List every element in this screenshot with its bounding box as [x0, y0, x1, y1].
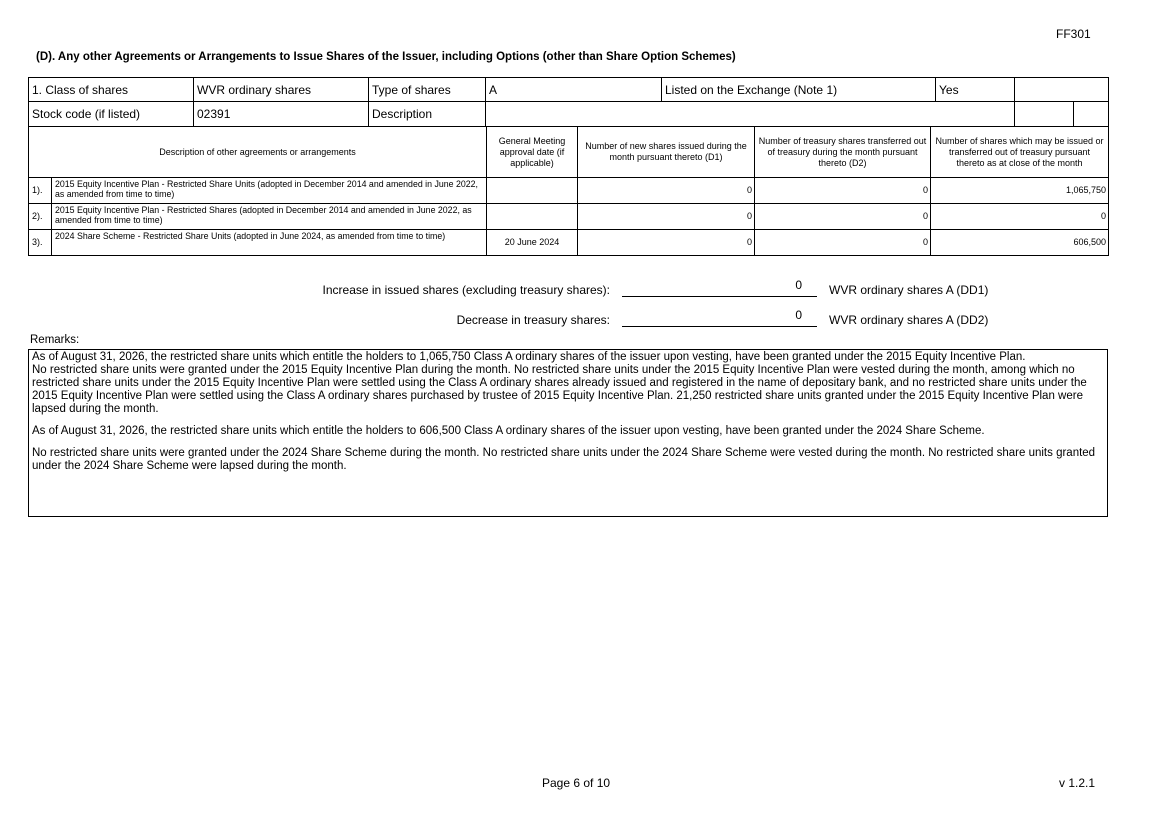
remarks-paragraph: No restricted share units were granted under the 2015 Equity Incentive Plan during the month. No restricted share units under the 2015 Equity Incentive Plan were vested during the month, among which no restricted share units under the 2015 Equity Incentive Plan were settled using the Class A ordinary shares already issued and registered in the name of depositary bank, and no restricted share units under the 2015 Equity Incentive Plan were settled using the Class A ordinary shares purchased by trustee of 2015 Equity Incentive Plan. 21,250 restricted share units granted under the 2015 Equity Incentive Plan were lapsed during the month.	[32, 364, 1087, 415]
class-of-shares-label: 1. Class of shares	[29, 78, 194, 102]
remarks-label: Remarks:	[30, 334, 80, 346]
decrease-label: Decrease in treasury shares:	[456, 313, 610, 327]
table-row	[29, 204, 1109, 230]
share-info-table	[28, 77, 1109, 127]
increase-unit: WVR ordinary shares A (DD1)	[829, 283, 989, 297]
form-code: FF301	[1056, 27, 1091, 41]
row-description: 2015 Equity Incentive Plan - Restricted Shares (adopted in December 2014 and amended in June 2022, as amended from time to time)	[52, 204, 487, 230]
header-remaining: Number of shares which may be issued or transferred out of treasury pursuant thereto as at close of the month	[931, 127, 1109, 178]
row-approval	[487, 178, 578, 204]
table-row	[29, 230, 1109, 256]
description-label: Description	[369, 102, 486, 127]
blank-cell	[1015, 102, 1109, 127]
header-new-shares: Number of new shares issued during the month pursuant thereto (D1)	[578, 127, 755, 178]
stock-code-label: Stock code (if listed)	[29, 102, 194, 127]
type-of-shares-label: Type of shares	[369, 78, 486, 102]
row-d1: 0	[578, 230, 755, 256]
row-d1: 0	[578, 178, 755, 204]
version: v 1.2.1	[1059, 776, 1096, 790]
header-approval: General Meeting approval date (if applicable)	[487, 127, 578, 178]
listed-label: Listed on the Exchange (Note 1)	[662, 78, 936, 102]
increase-value: 0	[795, 278, 802, 292]
row-remaining: 1,065,750	[931, 178, 1109, 204]
row-approval	[487, 204, 578, 230]
section-title: (D). Any other Agreements or Arrangements to Issue Shares of the Issuer, including Options (other than Share Option Schemes)	[36, 51, 736, 63]
header-treasury-transferred: Number of treasury shares transferred out of treasury during the month pursuant thereto (D2)	[755, 127, 931, 178]
increase-label: Increase in issued shares (excluding treasury shares):	[322, 283, 610, 297]
row-remaining: 606,500	[931, 230, 1109, 256]
decrease-value: 0	[795, 308, 802, 322]
decrease-unit: WVR ordinary shares A (DD2)	[829, 313, 989, 327]
row-approval: 20 June 2024	[487, 230, 578, 256]
row-description: 2024 Share Scheme - Restricted Share Units (adopted in June 2024, as amended from time to time)	[52, 230, 487, 256]
row-number: 2).	[29, 204, 52, 230]
remarks-paragraph: As of August 31, 2026, the restricted share units which entitle the holders to 606,500 Class A ordinary shares of the issuer upon vesting, have been granted under the 2024 Share Scheme.	[32, 425, 985, 437]
row-number: 3).	[29, 230, 52, 256]
blank-cell	[1015, 78, 1109, 102]
class-of-shares-value: WVR ordinary shares	[194, 78, 369, 102]
remarks-paragraph: No restricted share units were granted under the 2024 Share Scheme during the month. No restricted share units under the 2024 Share Scheme were vested during the month. No restricted share units granted under the 2024 Share Scheme were lapsed during the month.	[32, 447, 1096, 472]
row-d1: 0	[578, 204, 755, 230]
row-remaining: 0	[931, 204, 1109, 230]
row-d2: 0	[755, 230, 931, 256]
row-description: 2015 Equity Incentive Plan - Restricted Share Units (adopted in December 2014 and amended in June 2022, as amended from time to time)	[52, 178, 487, 204]
row-d2: 0	[755, 204, 931, 230]
listed-value: Yes	[936, 78, 1015, 102]
remarks-box	[28, 349, 1108, 517]
increase-summary	[10, 276, 988, 297]
remarks-paragraph: As of August 31, 2026, the restricted share units which entitle the holders to 1,065,750 Class A ordinary shares of the issuer upon vesting, have been granted under the 2015 Equity Incentive Plan.	[32, 351, 1026, 363]
type-of-shares-value: A	[486, 78, 662, 102]
table-row	[29, 178, 1109, 204]
stock-code-value: 02391	[194, 102, 369, 127]
header-description: Description of other agreements or arrangements	[29, 127, 487, 178]
row-d2: 0	[755, 178, 931, 204]
row-number: 1).	[29, 178, 52, 204]
decrease-summary	[10, 306, 988, 327]
page-number: Page 6 of 10	[542, 776, 611, 790]
arrangements-table	[28, 126, 1109, 256]
description-value	[486, 102, 1015, 127]
